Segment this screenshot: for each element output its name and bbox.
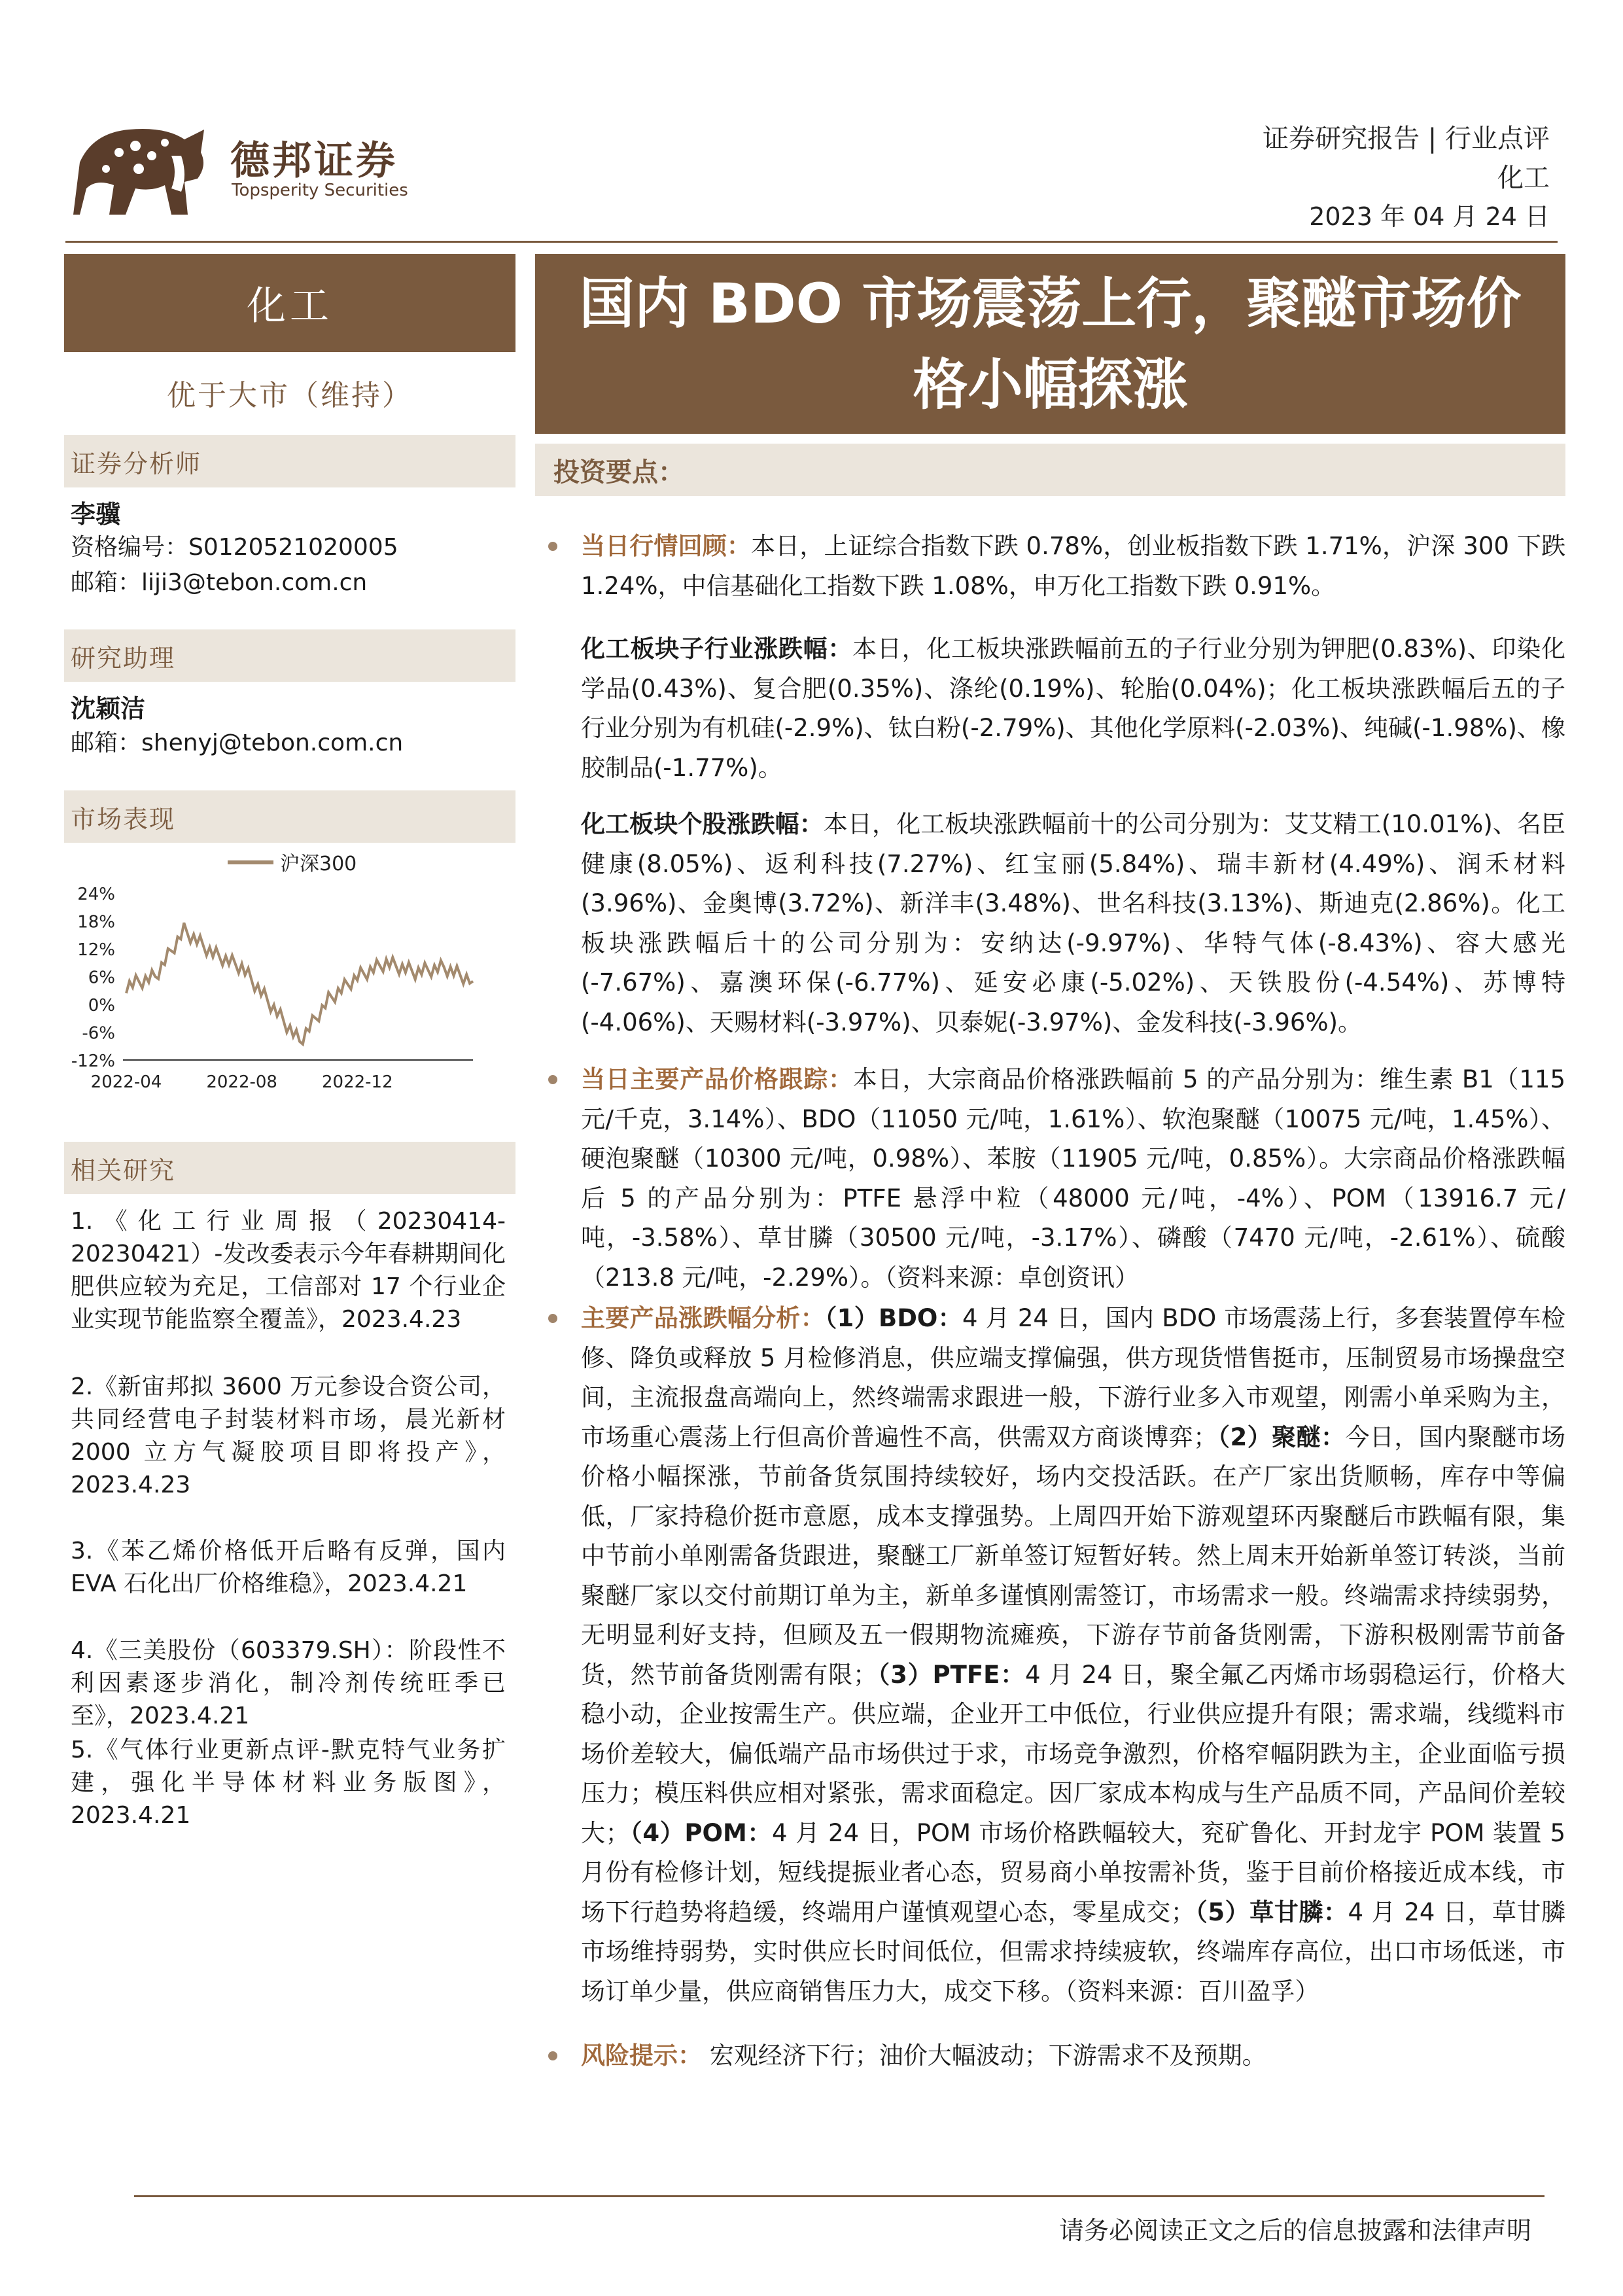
para-text: 本日，大宗商品价格涨跌幅前 5 的产品分别为：维生素 B1（115 元/千克，3.14%）、BDO（11050 元/吨，1.61%）、软泡聚醚（10075 元/吨，1.45%）、硬泡聚醚（10300 元/吨，0.98%）、苯胺（11905 元/吨，0.85%）。大宗商品价格涨跌幅后 5 的产品分别为：PTFE 悬浮中粒（48000 元/吨，-4%）、POM（13916.7 元/吨，-3.58%）、草甘膦（30500 元/吨，-3.17%）、磷酸（7470 元/吨，-2.61%）、硫酸（213.8 元/吨，-2.29%）。（资料来源：卓创资讯） bbox=[581, 1065, 1565, 1292]
bullet-icon bbox=[548, 542, 557, 551]
analyst-name: 李骥 bbox=[71, 500, 121, 529]
market-section-title: 市场表现 bbox=[64, 790, 515, 843]
header-industry: 化工 bbox=[1497, 163, 1550, 193]
para-risk bbox=[581, 2036, 1565, 2076]
subhead-bdo: （1）BDO： bbox=[824, 1304, 962, 1332]
assistant-name: 沈颖洁 bbox=[71, 694, 146, 723]
para-text: 宏观经济下行；油价大幅波动；下游需求不及预期。 bbox=[702, 2041, 1266, 2070]
rating: 优于大市（维持） bbox=[167, 379, 413, 412]
y-tick-label: -6% bbox=[82, 1023, 115, 1044]
bullet-icon bbox=[548, 2051, 557, 2060]
subhead-glyphosate: （5）草甘膦： bbox=[1195, 1898, 1348, 1926]
para-lead: 当日行情回顾： bbox=[581, 532, 752, 560]
para-text: 本日，化工板块涨跌幅前五的子行业分别为钾肥(0.83%)、印染化学品(0.43%)、复合肥(0.35%)、涤纶(0.19%)、轮胎(0.04%)；化工板块涨跌幅后五的子行业分别为有机硅(-2.9%)、钛白粉(-2.79%)、其他化学原料(-2.03%)、纯碱(-1.98%)、橡胶制品(-1.77%)。 bbox=[581, 635, 1565, 782]
analyst-cert: 资格编号：S0120521020005 bbox=[71, 534, 398, 561]
y-tick-label: 0% bbox=[88, 996, 115, 1016]
para-lead: 风险提示： bbox=[581, 2041, 702, 2070]
y-tick-label: 6% bbox=[88, 968, 115, 988]
related-item-4[interactable]: 4.《三美股份（603379.SH）：阶段性不利因素逐步消化，制冷剂传统旺季已至》，2023.4.21 bbox=[71, 1637, 506, 1729]
related-item-1[interactable]: 1.《化工行业周报（20230414-20230421）-发改委表示今年春耕期间化肥供应较为充足，工信部对 17 个行业企业实现节能监察全覆盖》，2023.4.23 bbox=[71, 1208, 506, 1333]
para-lead: 主要产品涨跌幅分析： bbox=[581, 1304, 825, 1332]
related-item-3[interactable]: 3.《苯乙烯价格低开后略有反弹，国内 EVA 石化出厂价格维稳》，2023.4.21 bbox=[71, 1538, 506, 1597]
report-type: 证券研究报告 | 行业点评 bbox=[1263, 124, 1550, 154]
y-tick-label: -12% bbox=[71, 1051, 115, 1071]
para-product-analysis bbox=[581, 1299, 1565, 2011]
x-tick-label: 2022-04 bbox=[90, 1072, 162, 1092]
subhead-ptfe: （3）PTFE： bbox=[877, 1660, 1026, 1689]
related-item-2[interactable]: 2.《新宙邦拟 3600 万元参设合资公司，共同经营电子封装材料市场，晨光新材 2000 立方气凝胶项目即将投产》，2023.4.23 bbox=[71, 1373, 506, 1498]
company-logo bbox=[73, 116, 420, 221]
report-title-box bbox=[535, 254, 1565, 434]
market-chart bbox=[64, 844, 515, 1099]
para-lead: 当日主要产品价格跟踪： bbox=[581, 1065, 853, 1093]
x-tick-label: 2022-12 bbox=[322, 1072, 393, 1092]
bullet-icon bbox=[548, 1075, 557, 1084]
x-tick-label: 2022-08 bbox=[206, 1072, 277, 1092]
header-divider bbox=[65, 241, 1558, 243]
analyst-section-title: 证券分析师 bbox=[64, 435, 515, 487]
assistant-email[interactable]: 邮箱：shenyj@tebon.com.cn bbox=[71, 730, 404, 756]
text-glyphosate: 4 月 24 日，草甘膦市场维持弱势，实时供应长时间低位，但需求持续疲软，终端库存高位，出口市场低迷，市场订单少量，供应商销售压力大，成交下移。（资料来源：百川盈孚） bbox=[581, 1898, 1566, 2005]
logo-name-en: Topsperity Securities bbox=[232, 181, 408, 200]
text-pom: 4 月 24 日，POM 市场价格跌幅较大，兖矿鲁化、开封龙宇 POM 装置 5 月份有检修计划，短线提振业者心态，贸易商小单按需补货，鉴于目前价格接近成本线，市场下行趋势将趋缓，终端用户谨慎观望心态，零星成交； bbox=[581, 1818, 1566, 1926]
para-subindustry bbox=[581, 629, 1565, 788]
related-section-title: 相关研究 bbox=[64, 1142, 515, 1194]
para-text: 本日，化工板块涨跌幅前十的公司分别为：艾艾精工(10.01%)、名臣健康(8.05%)、返利科技(7.27%)、红宝丽(5.84%)、瑞丰新材(4.49%)、润禾材料(3.96%)、金奥博(3.72%)、新洋丰(3.48%)、世名科技(3.13%)、斯迪克(2.86%)。化工板块涨跌幅后十的公司分别为：安纳达(-9.97%)、华特气体(-8.43%)、容大感光(-7.67%)、嘉澳环保(-6.77%)、延安必康(-5.02%)、天铁股份(-4.54%)、苏博特(-4.06%)、天赐材料(-3.97%)、贝泰妮(-3.97%)、金发科技(-3.96%)。 bbox=[581, 810, 1566, 1036]
text-bdo: 4 月 24 日，国内 BDO 市场震荡上行，多套装置停车检修、降负或释放 5 月检修消息，供应端支撑偏强，供方现货惜售挺市，压制贸易市场操盘空间，主流报盘高端向上，然终端需求跟进一般，下游行业多入市观望，刚需小单采购为主，市场重心震荡上行但高价普遍性不高，供需双方商谈博弈； bbox=[581, 1304, 1565, 1451]
para-lead: 化工板块个股涨跌幅： bbox=[581, 810, 824, 838]
analyst-email[interactable]: 邮箱：liji3@tebon.com.cn bbox=[71, 569, 368, 596]
bullet-icon bbox=[548, 1314, 557, 1323]
para-text: 本日，上证综合指数下跌 0.78%，创业板指数下跌 1.71%，沪深 300 下跌 1.24%，中信基础化工指数下跌 1.08%，申万化工指数下跌 0.91%。 bbox=[581, 532, 1566, 600]
assistant-section-title: 研究助理 bbox=[64, 629, 515, 682]
para-lead: 化工板块子行业涨跌幅： bbox=[581, 635, 853, 663]
text-polyether: 今日，国内聚醚市场价格小幅探涨，节前备货氛围持续较好，场内交投活跃。在产厂家出货顺畅，库存中等偏低，厂家持稳价挺市意愿，成本支撑强势。上周四开始下游观望环丙聚醚后市跌幅有限，集中节前小单刚需备货跟进，聚醚工厂新单签订短暂好转。然上周末开始新单签订转淡，当前聚醚厂家以交付前期订单为主，新单多谨慎刚需签订，市场需求一般。终端需求持续弱势，无明显利好支持，但顾及五一假期物流瘫痪，下游存节前备货刚需，下游积极刚需节前备货，然节前备货刚需有限； bbox=[581, 1422, 1566, 1689]
footer-disclaimer[interactable]: 请务必阅读正文之后的信息披露和法律声明 bbox=[1058, 2216, 1531, 2245]
investment-points-label: 投资要点： bbox=[535, 444, 1565, 496]
para-price-tracking bbox=[581, 1060, 1565, 1298]
leopard-logo-icon bbox=[73, 116, 211, 221]
legend-label: 沪深300 bbox=[280, 853, 357, 875]
footer-divider bbox=[134, 2195, 1544, 2197]
text-ptfe: 4 月 24 日，聚全氟乙丙烯市场弱稳运行，价格大稳小动，企业按需生产。供应端，企业开工中低位，行业供应提升有限；需求端，线缆料市场价差较大，偏低端产品市场供过于求，市场竞争激烈，价格窄幅阴跌为主，企业面临亏损压力；模压料供应相对紧张，需求面稳定。因厂家成本构成与生产品质不同，产品间价差较大； bbox=[581, 1660, 1566, 1847]
logo-name-cn: 德邦证券 bbox=[230, 138, 398, 184]
subhead-pom: （4）POM： bbox=[629, 1818, 773, 1847]
para-stocks bbox=[581, 805, 1565, 1042]
y-tick-label: 18% bbox=[77, 912, 115, 932]
series-line-hs300 bbox=[126, 923, 473, 1044]
industry-box: 化工 bbox=[64, 254, 515, 352]
report-title: 国内 BDO 市场震荡上行，聚醚市场价格小幅探涨 bbox=[579, 271, 1522, 417]
related-item-5[interactable]: 5.《气体行业更新点评-默克特气业务扩建，强化半导体材料业务版图》，2023.4.21 bbox=[71, 1737, 506, 1829]
y-tick-label: 24% bbox=[77, 885, 115, 904]
report-date: 2023 年 04 月 24 日 bbox=[1309, 202, 1550, 231]
para-market-review bbox=[581, 527, 1565, 606]
subhead-polyether: （2）聚醚： bbox=[1217, 1422, 1346, 1451]
y-tick-label: 12% bbox=[77, 940, 115, 960]
